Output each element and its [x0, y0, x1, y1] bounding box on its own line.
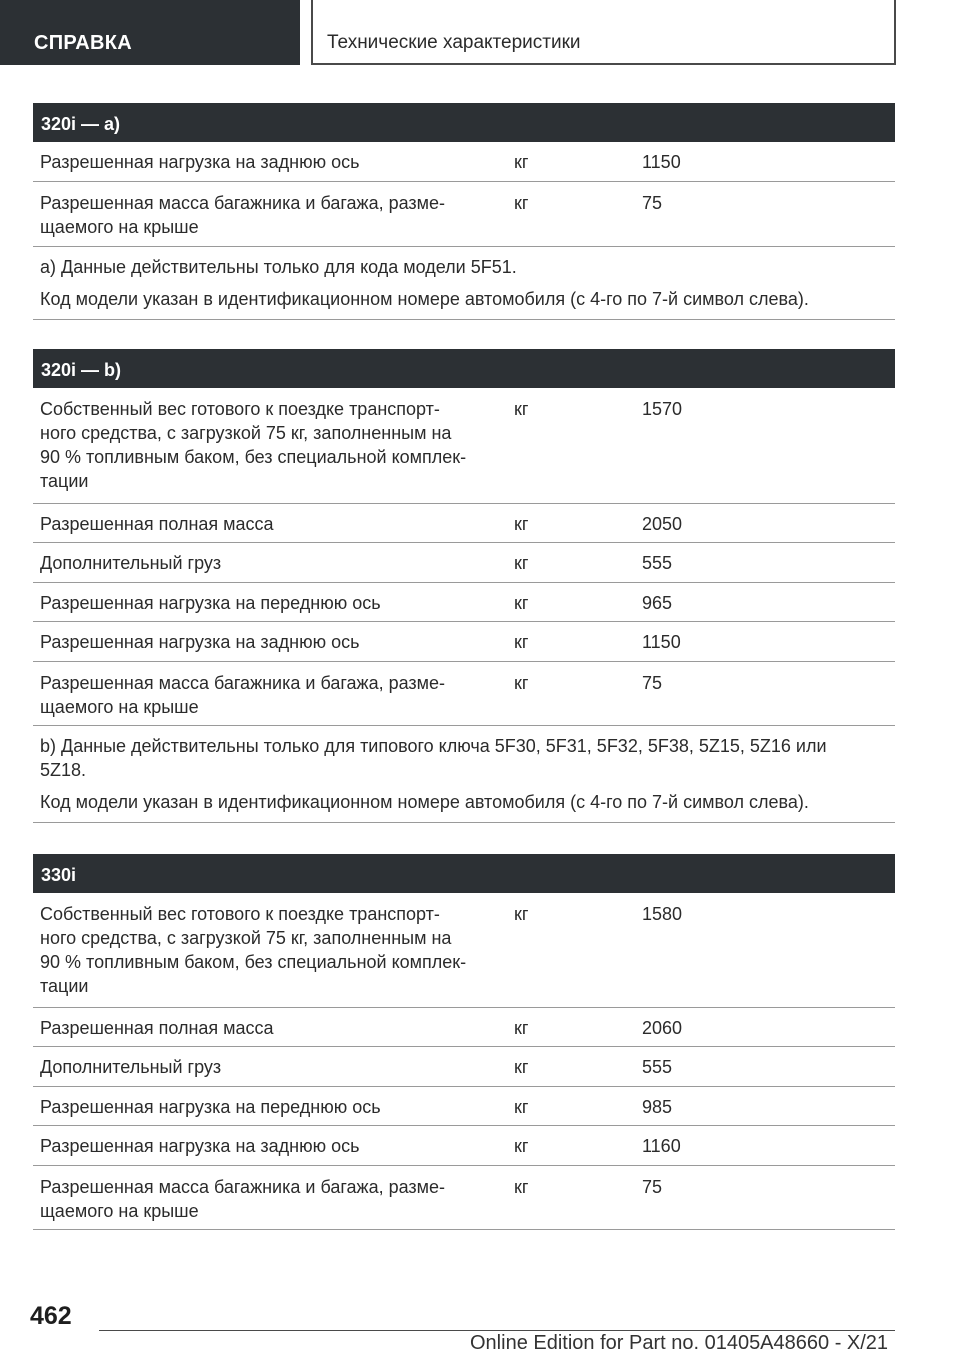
table-row [33, 182, 895, 247]
footer-edition-text: Online Edition for Part no. 01405A48660 - X/21 [470, 1332, 889, 1354]
row-label: Разрешенная нагрузка на заднюю ось [40, 632, 360, 652]
row-value: 2060 [642, 1018, 683, 1038]
row-label: Собственный вес готового к поездке транспорт- ного средства, с загрузкой 75 кг, заполненным на 90 % топливным баком, без специальной комплек- тации [40, 904, 467, 996]
row-value: 555 [642, 1057, 673, 1077]
section-tab: СПРАВКА [0, 0, 300, 65]
row-value: 965 [642, 593, 673, 613]
row-value: 1160 [642, 1136, 681, 1156]
row-unit: кг [514, 152, 529, 172]
table-title: 320i — b) [33, 349, 895, 388]
row-value: 555 [642, 553, 673, 573]
spec-table-330i [33, 854, 895, 1230]
row-label: Собственный вес готового к поездке транспорт- ного средства, с загрузкой 75 кг, заполненным на 90 % топливным баком, без специальной комплек- тации [40, 399, 467, 491]
row-label: Разрешенная масса багажника и багажа, разме- щаемого на крыше [40, 673, 446, 717]
row-unit: кг [514, 673, 529, 693]
row-unit: кг [514, 1018, 529, 1038]
table-title: 330i [33, 854, 895, 893]
table-row [33, 1166, 895, 1230]
footnote-text: Код модели указан в идентификационном номере автомобиля (с 4-го по 7-й символ слева). [40, 792, 809, 812]
row-unit: кг [514, 514, 529, 534]
row-label: Разрешенная масса багажника и багажа, разме- щаемого на крыше [40, 1177, 446, 1221]
row-value: 1570 [642, 399, 683, 419]
table-footnote [33, 247, 895, 320]
row-label: Разрешенная нагрузка на переднюю ось [40, 593, 381, 613]
table-row [33, 504, 895, 543]
row-unit: кг [514, 1136, 529, 1156]
table-row [33, 1087, 895, 1126]
page-title: Технические характеристики [311, 0, 896, 65]
row-value: 75 [642, 673, 663, 693]
table-row [33, 543, 895, 583]
footnote-text: b) Данные действительны только для типового ключа 5F30, 5F31, 5F32, 5F38, 5Z15, 5Z16 или 5Z18. [40, 736, 827, 780]
table-row [33, 583, 895, 622]
row-unit: кг [514, 553, 529, 573]
table-title: 320i — a) [33, 103, 895, 142]
footnote-text: a) Данные действительны только для кода модели 5F51. [40, 257, 517, 277]
row-label: Разрешенная полная масса [40, 1018, 274, 1038]
row-label: Дополнительный груз [40, 1057, 222, 1077]
row-value: 75 [642, 193, 663, 213]
row-value: 2050 [642, 514, 683, 534]
page-number: 462 [30, 1302, 72, 1330]
row-label: Разрешенная масса багажника и багажа, разме- щаемого на крыше [40, 193, 446, 237]
row-unit: кг [514, 1057, 529, 1077]
row-value: 985 [642, 1097, 673, 1117]
table-row [33, 142, 895, 182]
row-label: Разрешенная полная масса [40, 514, 274, 534]
table-row [33, 1126, 895, 1166]
row-unit: кг [514, 1097, 529, 1117]
row-unit: кг [514, 593, 529, 613]
row-label: Разрешенная нагрузка на заднюю ось [40, 152, 360, 172]
row-label: Разрешенная нагрузка на заднюю ось [40, 1136, 360, 1156]
spec-table-320i-a [33, 103, 895, 320]
row-unit: кг [514, 1177, 529, 1197]
row-label: Разрешенная нагрузка на переднюю ось [40, 1097, 381, 1117]
row-value: 1150 [642, 152, 681, 172]
table-footnote [33, 726, 895, 823]
row-value: 1150 [642, 632, 681, 652]
row-value: 1580 [642, 904, 683, 924]
footnote-text: Код модели указан в идентификационном номере автомобиля (с 4-го по 7-й символ слева). [40, 289, 809, 309]
table-row [33, 662, 895, 726]
footer-divider [99, 1330, 895, 1331]
table-row [33, 622, 895, 662]
row-unit: кг [514, 904, 529, 924]
row-unit: кг [514, 193, 529, 213]
row-unit: кг [514, 632, 529, 652]
table-row [33, 893, 895, 1008]
table-row [33, 1008, 895, 1047]
table-row [33, 388, 895, 504]
row-label: Дополнительный груз [40, 553, 222, 573]
row-value: 75 [642, 1177, 663, 1197]
row-unit: кг [514, 399, 529, 419]
table-row [33, 1047, 895, 1087]
spec-table-320i-b [33, 349, 895, 823]
